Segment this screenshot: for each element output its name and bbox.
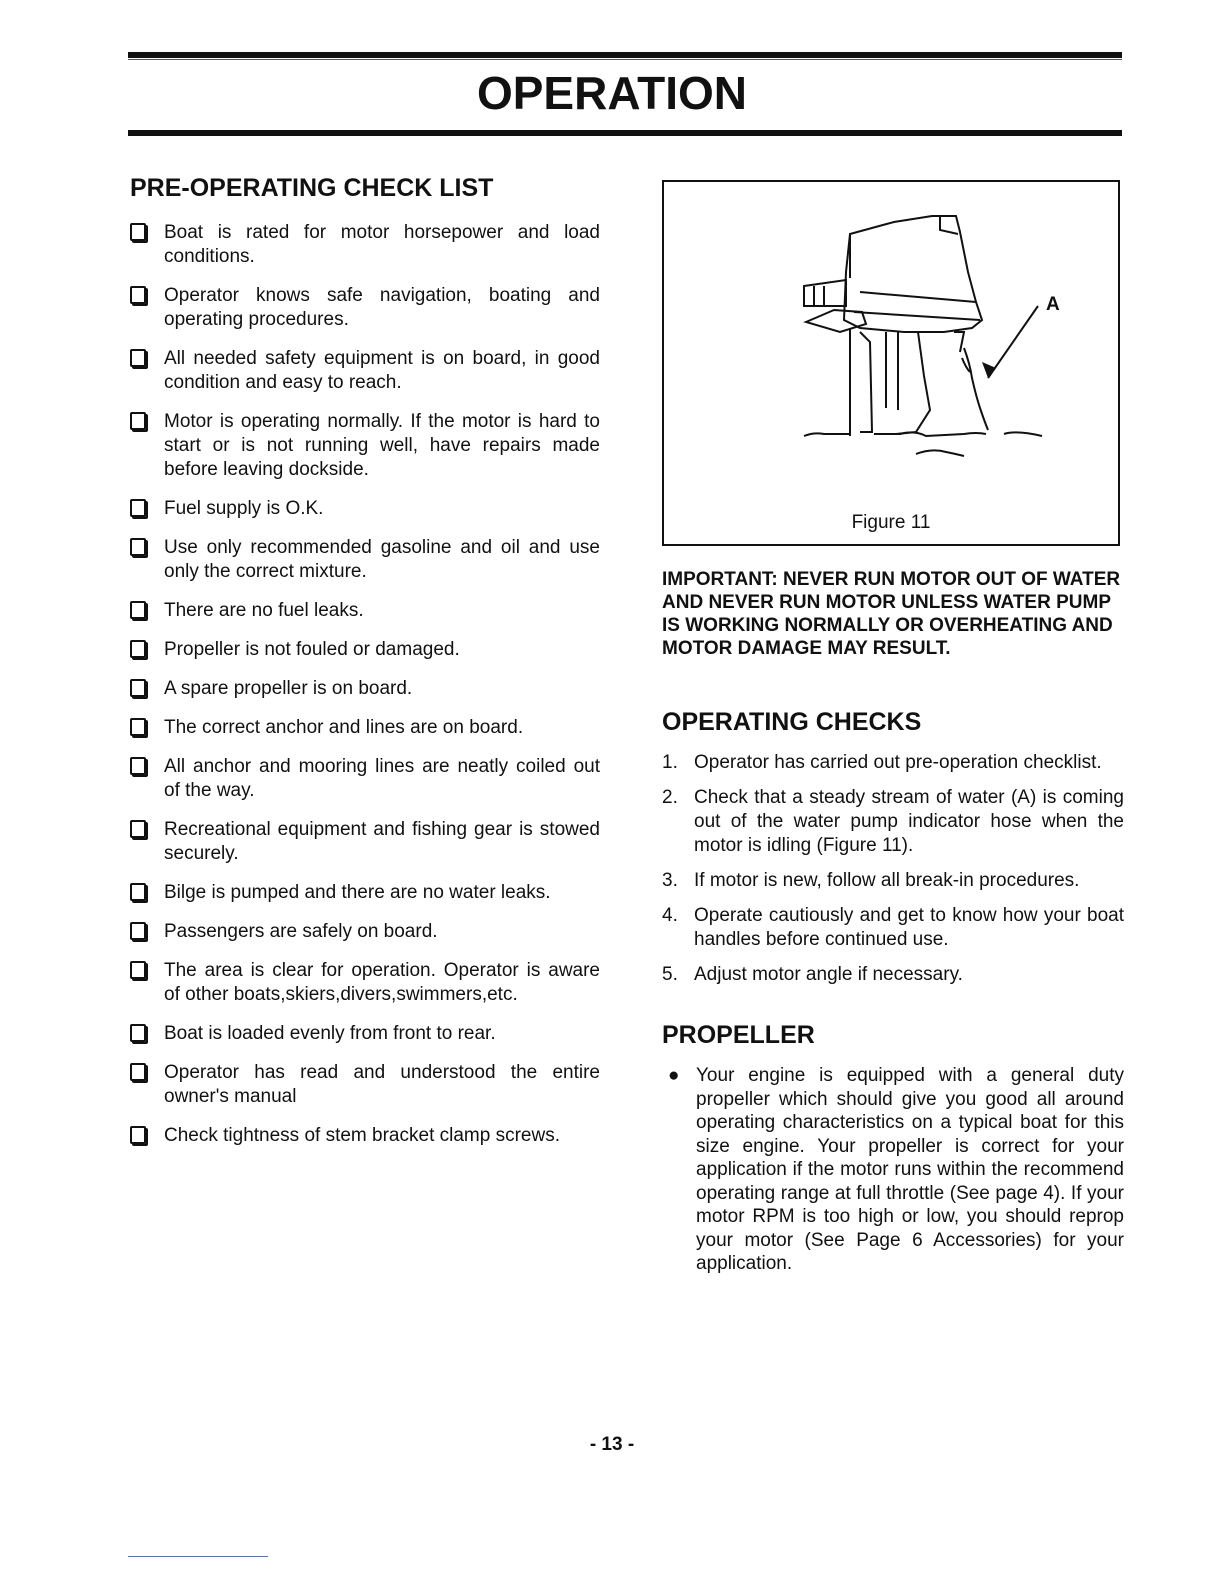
checklist-item: [130, 638, 600, 662]
checklist-item: [130, 536, 600, 584]
checklist-item: [130, 347, 600, 395]
figure-11: [662, 180, 1120, 546]
checklist-item-text: Fuel supply is O.K.: [164, 498, 324, 519]
checklist-item: [130, 959, 600, 1007]
checkbox-icon[interactable]: [130, 499, 146, 517]
checklist-item-text: Recreational equipment and fishing gear is stowed securely.: [164, 819, 600, 864]
checkbox-icon[interactable]: [130, 412, 146, 430]
checklist-item-text: All anchor and mooring lines are neatly coiled out of the way.: [164, 756, 600, 801]
operating-checks-list: [662, 751, 1124, 987]
page-title: OPERATION: [476, 67, 748, 119]
list-item: [662, 869, 1124, 893]
propeller-section: [662, 1021, 1124, 1276]
checklist-item-text: A spare propeller is on board.: [164, 678, 413, 699]
header-rule-top: [128, 52, 1122, 58]
item-text: Operate cautiously and get to know how your boat handles before continued use.: [694, 905, 1124, 950]
operating-checks-section: [662, 708, 1124, 987]
checkbox-icon[interactable]: [130, 883, 146, 901]
list-item: [662, 963, 1124, 987]
operating-checks-heading: OPERATING CHECKS: [662, 708, 922, 736]
checklist-item: [130, 1124, 600, 1148]
checklist-item-text: Passengers are safely on board.: [164, 921, 438, 942]
checklist-item: [130, 1061, 600, 1109]
checklist: [130, 221, 600, 1148]
propeller-heading: PROPELLER: [662, 1021, 815, 1049]
checkbox-icon[interactable]: [130, 349, 146, 367]
checkbox-icon[interactable]: [130, 601, 146, 619]
page-number: - 13 -: [589, 1434, 635, 1455]
checklist-item: [130, 221, 600, 269]
checklist-item-text: All needed safety equipment is on board, in good condition and easy to reach.: [164, 348, 600, 393]
checklist-item-text: Boat is loaded evenly from front to rear.: [164, 1023, 496, 1044]
item-number: 1.: [662, 752, 678, 773]
checklist-item-text: Motor is operating normally. If the motor is hard to start or is not running well, have repairs made before leaving dockside.: [164, 411, 600, 480]
checklist-item: [130, 284, 600, 332]
item-number: 3.: [662, 870, 678, 891]
item-number: 4.: [662, 905, 678, 926]
item-number: 2.: [662, 787, 678, 808]
list-item: [662, 1064, 1124, 1276]
checklist-item-text: Operator knows safe navigation, boating and operating procedures.: [164, 285, 600, 330]
checkbox-icon[interactable]: [130, 1126, 146, 1144]
checklist-item: [130, 881, 600, 905]
bullet-icon: ●: [668, 1065, 680, 1086]
checkbox-icon[interactable]: [130, 679, 146, 697]
checklist-item: [130, 716, 600, 740]
checkbox-icon[interactable]: [130, 922, 146, 940]
checkbox-icon[interactable]: [130, 286, 146, 304]
checklist-item-text: Bilge is pumped and there are no water leaks.: [164, 882, 551, 903]
checklist-item: [130, 497, 600, 521]
checkbox-icon[interactable]: [130, 640, 146, 658]
list-item: [662, 904, 1124, 952]
checklist-item: [130, 920, 600, 944]
checklist-item: [130, 818, 600, 866]
item-text: Operator has carried out pre-operation checklist.: [694, 752, 1102, 773]
checklist-item: [130, 755, 600, 803]
checkbox-icon[interactable]: [130, 718, 146, 736]
checklist-heading: PRE-OPERATING CHECK LIST: [130, 174, 494, 202]
checklist-item: [130, 410, 600, 482]
item-text: If motor is new, follow all break-in procedures.: [694, 870, 1080, 891]
checklist-column: [130, 174, 600, 1163]
checklist-item-text: Use only recommended gasoline and oil and use only the correct mixture.: [164, 537, 600, 582]
checklist-item-text: Boat is rated for motor horsepower and load conditions.: [164, 222, 600, 267]
important-note: IMPORTANT: NEVER RUN MOTOR OUT OF WATER AND NEVER RUN MOTOR UNLESS WATER PUMP IS WORKING NORMALLY OR OVERHEATING AND MOTOR DAMAGE MAY RESULT.: [662, 569, 1121, 659]
item-number: 5.: [662, 964, 678, 985]
checklist-item: [130, 599, 600, 623]
checkbox-icon[interactable]: [130, 757, 146, 775]
checklist-item-text: The correct anchor and lines are on board.: [164, 717, 524, 738]
item-text: Adjust motor angle if necessary.: [694, 964, 963, 985]
callout-label: A: [1046, 294, 1060, 315]
checklist-item-text: Propeller is not fouled or damaged.: [164, 639, 460, 660]
outboard-motor-illustration: [664, 182, 1122, 548]
right-column: [662, 180, 1124, 1276]
item-text: Check that a steady stream of water (A) is coming out of the water pump indicator hose when the motor is idling (Figure 11).: [694, 787, 1124, 856]
footer-line: [128, 1556, 268, 1557]
list-item: [662, 786, 1124, 858]
checklist-item: [130, 1022, 600, 1046]
checklist-item-text: Check tightness of stem bracket clamp screws.: [164, 1125, 560, 1146]
propeller-text: Your engine is equipped with a general duty propeller which should give you good all around operating characteristics on a typical boat for this size engine. Your propeller is correct for your application if the motor runs within the recommend operating range at full throttle (See page 4). If your motor RPM is too high or low, you should reprop your motor (See Page 6 Accessories) for your application.: [696, 1065, 1124, 1274]
header-rule-bottom: [128, 130, 1122, 136]
checkbox-icon[interactable]: [130, 961, 146, 979]
checkbox-icon[interactable]: [130, 1063, 146, 1081]
checklist-item-text: The area is clear for operation. Operator is aware of other boats,skiers,divers,swimmers,etc.: [164, 960, 600, 1005]
header-rule-top-thin: [128, 59, 1122, 60]
checkbox-icon[interactable]: [130, 1024, 146, 1042]
checklist-item-text: There are no fuel leaks.: [164, 600, 364, 621]
propeller-list: [662, 1064, 1124, 1276]
checkbox-icon[interactable]: [130, 538, 146, 556]
figure-caption: Figure 11: [851, 512, 931, 533]
checklist-item-text: Operator has read and understood the entire owner's manual: [164, 1062, 600, 1107]
checkbox-icon[interactable]: [130, 820, 146, 838]
list-item: [662, 751, 1124, 775]
checklist-item: [130, 677, 600, 701]
checkbox-icon[interactable]: [130, 223, 146, 241]
